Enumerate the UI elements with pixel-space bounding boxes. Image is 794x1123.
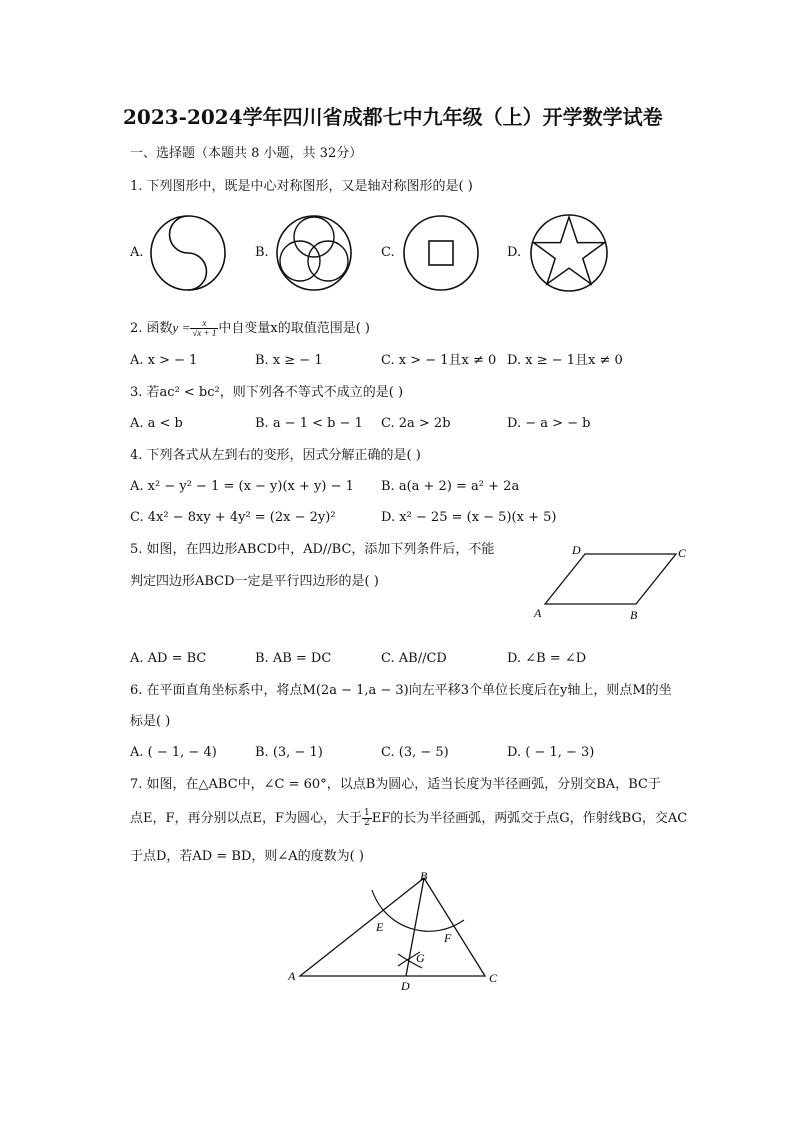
q1-option-d-label: D. xyxy=(507,245,522,260)
q5-option-b: B. AB = DC xyxy=(255,651,332,666)
q3-option-a: A. a < b xyxy=(130,416,183,431)
q5-label-d: D xyxy=(572,543,581,557)
q2-fraction-denominator: √x + 1 xyxy=(192,328,217,338)
question-1-stem: 1. 下列图形中，既是中心对称图形，又是轴对称图形的是( ) xyxy=(130,179,473,194)
question-6-line2: 标是( ) xyxy=(130,714,171,729)
q3-option-c: C. 2a > 2b xyxy=(381,416,451,431)
q7-half-denominator: 2 xyxy=(364,818,370,828)
q4-option-b: B. a(a + 2) = a² + 2a xyxy=(381,479,520,494)
q4-option-a: A. x² − y² − 1 = (x − y)(x + y) − 1 xyxy=(130,479,354,494)
q6-option-c: C. (3, − 5) xyxy=(381,745,449,760)
q2-option-b: B. x ≥ − 1 xyxy=(255,353,323,368)
q5-parallelogram-figure xyxy=(530,540,700,625)
q7-label-e: E xyxy=(376,920,384,934)
q2-stem-prefix: 2. 函数 xyxy=(130,321,173,336)
q7-line2-part2: EF的长为半径画弧，两弧交于点G，作射线BG，交AC xyxy=(371,811,688,826)
q6-option-d: D. ( − 1, − 3) xyxy=(507,745,595,760)
q6-option-b: B. (3, − 1) xyxy=(255,745,323,760)
q1-option-c-label: C. xyxy=(381,245,395,260)
q7-half-numerator: 1 xyxy=(364,808,370,818)
q7-label-g: G xyxy=(416,951,425,965)
section-heading: 一、选择题（本题共 8 小题，共 32分） xyxy=(130,146,363,161)
q7-half-fraction xyxy=(362,809,372,828)
q2-stem-suffix: 中自变量x的取值范围是( ) xyxy=(218,321,370,336)
q2-fraction-numerator: x xyxy=(190,319,218,329)
q3-option-b: B. a − 1 < b − 1 xyxy=(255,416,363,431)
q4-option-c: C. 4x² − 8xy + 4y² = (2x − 2y)² xyxy=(130,510,336,525)
q1-option-a-label: A. xyxy=(130,245,144,260)
q5-label-c: C xyxy=(678,546,687,560)
q1-option-b-label: B. xyxy=(255,245,269,260)
question-6-line1: 6. 在平面直角坐标系中，将点M(2a − 1,a − 3)向左平移3个单位长度后在y轴上，则点M的坐 xyxy=(130,683,672,698)
q7-label-a: A xyxy=(288,969,296,983)
question-2-stem xyxy=(130,318,370,339)
question-4-stem: 4. 下列各式从左到右的变形，因式分解正确的是( ) xyxy=(130,448,421,463)
q7-triangle-figure xyxy=(280,862,520,1002)
question-7-line2 xyxy=(130,808,687,830)
q1-figure-d-star-in-circle xyxy=(527,212,613,294)
page-title: 2023-2024学年四川省成都七中九年级（上）开学数学试卷 xyxy=(123,105,663,129)
q1-figure-a-taiji xyxy=(148,214,232,294)
q6-option-a: A. ( − 1, − 4) xyxy=(130,745,217,760)
q7-label-c: C xyxy=(489,971,498,985)
q3-option-d: D. − a > − b xyxy=(507,416,591,431)
q5-option-d: D. ∠B = ∠D xyxy=(507,651,587,666)
q2-option-d: D. x ≥ − 1且x ≠ 0 xyxy=(507,353,623,368)
q2-option-c: C. x > − 1且x ≠ 0 xyxy=(381,353,497,368)
q5-option-c: C. AB//CD xyxy=(381,651,447,666)
q7-label-b: B xyxy=(420,869,428,883)
q1-figure-c-square-in-circle xyxy=(401,214,485,294)
q5-label-b: B xyxy=(630,608,638,622)
q2-fraction xyxy=(190,319,218,338)
q4-option-d: D. x² − 25 = (x − 5)(x + 5) xyxy=(381,510,557,525)
q5-label-a: A xyxy=(534,606,542,620)
q2-option-a: A. x > − 1 xyxy=(130,353,198,368)
question-7-line3: 于点D，若AD = BD，则∠A的度数为( ) xyxy=(130,849,364,864)
q7-label-d: D xyxy=(401,979,410,993)
q1-figure-b-three-circles xyxy=(274,214,358,294)
question-5-line2: 判定四边形ABCD一定是平行四边形的是( ) xyxy=(130,574,379,589)
question-5-line1: 5. 如图，在四边形ABCD中，AD//BC，添加下列条件后，不能 xyxy=(130,542,495,557)
q2-y-equals: y = xyxy=(172,320,191,335)
question-7-line1: 7. 如图，在△ABC中，∠C = 60°，以点B为圆心，适当长度为半径画弧，分别交BA，BC于 xyxy=(130,777,661,792)
question-3-stem: 3. 若ac² < bc²，则下列各不等式不成立的是( ) xyxy=(130,385,404,400)
q7-label-f: F xyxy=(444,931,452,945)
q5-option-a: A. AD = BC xyxy=(130,651,207,666)
q7-line2-part1: 点E，F，再分别以点E，F为圆心，大于 xyxy=(130,811,363,826)
